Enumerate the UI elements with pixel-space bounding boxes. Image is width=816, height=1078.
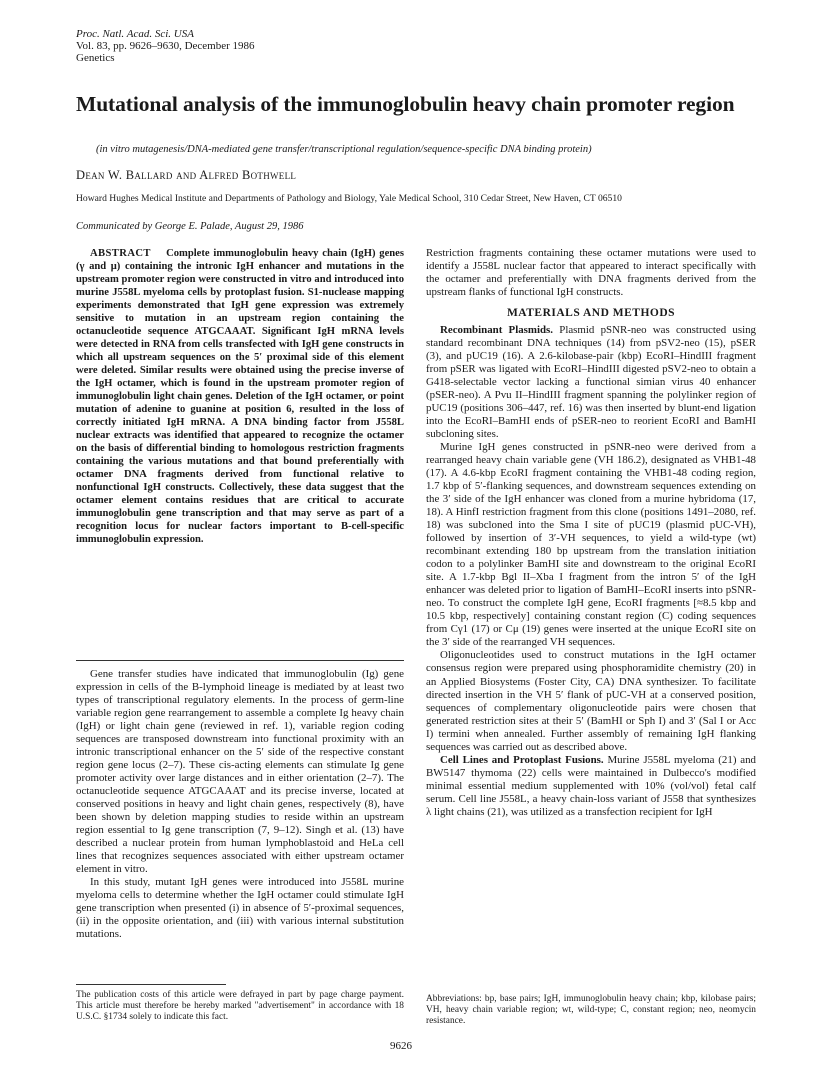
journal-header <box>76 28 255 64</box>
journal-name: Proc. Natl. Acad. Sci. USA <box>76 28 194 40</box>
recombinant-paragraph-1 <box>426 324 756 441</box>
cell-lines-text: Murine J558L myeloma (21) and BW5147 thymoma (22) cells were maintained in Dulbecco's modified minimal essential medium supplemented with 10% (vol/vol) fetal calf serum. Cell line J558L, a heavy chain-loss variant of J558 that synthesizes λ light chains (21), was utilized as a transfection recipient for IgH <box>426 753 756 818</box>
abstract-block <box>76 247 404 546</box>
footnote-abbreviations: Abbreviations: bp, base pairs; IgH, immunoglobulin heavy chain; kbp, kilobase pairs; VH, heavy chain variable region; wt, wild-type; C, constant region; neo, neomycin resistance. <box>426 994 756 1027</box>
intro-paragraph-2: In this study, mutant IgH genes were introduced into J558L murine myeloma cells to determine whether the IgH octamer could stimulate IgH gene transcription when presented (i) in absence of 5′-proximal sequences, (ii) in the opposite orientation, and (iii) with various internal substitution mutations. <box>76 876 404 941</box>
right-column <box>426 247 756 819</box>
recombinant-heading: Recombinant Plasmids. <box>440 324 554 337</box>
footnote-publication-costs: The publication costs of this article were defrayed in part by page charge payment. This article must therefore be hereby marked "advertisement" in accordance with 18 U.S.C. §1734 solely to indicate this fact. <box>76 990 404 1023</box>
recombinant-text-1: Plasmid pSNR-neo was constructed using standard recombinant DNA techniques (14) from pSV2-neo (15), pSER (3), and pUC19 (16). A 2.6-kilobase-pair (kbp) EcoRI–HindIII fragment from pSER was ligated with EcoRI–HindIII digested pSV2-neo to obtain a G418-selectable vector lacking a functional simian virus 40 enhancer (pSER-neo). A Pvu II–HindIII fragment spanning the polylinker region of pUC19 (positions 306–447, ref. 16) was then inserted by blunt-end ligation into the EcoRI–BamHI ends of pSER-neo to reorient EcoRI and BamHI subcloning sites. <box>426 324 756 441</box>
cell-lines-heading: Cell Lines and Protoplast Fusions. <box>440 753 604 766</box>
cell-lines-paragraph <box>426 754 756 819</box>
affiliation: Howard Hughes Medical Institute and Departments of Pathology and Biology, Yale Medical School, 310 Cedar Street, New Haven, CT 06510 <box>76 193 622 204</box>
communicated-by: Communicated by George E. Palade, August 29, 1986 <box>76 221 304 232</box>
abstract-divider <box>76 660 404 661</box>
methods-heading: MATERIALS AND METHODS <box>506 307 676 320</box>
recombinant-paragraph-2: Murine IgH genes constructed in pSNR-neo were derived from a rearranged heavy chain variable gene (VH 186.2), designated as VHB1-48 (17). A 4.6-kbp EcoRI fragment containing the VHB1-48 coding region, 1.7 kbp of 5′-flanking sequences, and downstream sequences extending on the 3′ side of the IgH enhancer was cloned from a murine hybridoma (17, 18). A HinfI restriction fragment from this clone (positions 1491–2080, ref. 18) was subcloned into the Sma I site of pUC19 (plasmid pUC-VH), followed by insertion of 3′-VH sequences, to yield a wild-type (wt) recombinant extending 180 bp upstream from the translation initiation codon to a polylinker BamHI site and downstream to the original EcoRI site. A 1.7-kbp Bgl II–Xba I fragment from the intron 5′ of the IgH enhancer was deleted prior to ligation of BamHI–EcoRI inserts into pSNR-neo. To construct the complete IgH gene, EcoRI fragments [≈8.5 kbp and 10.5 kbp, respectively] containing constant region (C) coding sequences from Cγ1 (17) or Cμ (19) genes were inserted at the unique EcoRI site on the 3′ side of the rearranged VH sequences. <box>426 441 756 649</box>
intro-paragraph-3: Restriction fragments containing these octamer mutations were used to identify a J558L nuclear factor that appeared to interact specifically with the octamer and preferentially with DNA fragments derived from the upstream flanks of functional IgH constructs. <box>426 247 756 299</box>
intro-paragraph-1: Gene transfer studies have indicated that immunoglobulin (Ig) gene expression in cells of the B-lymphoid lineage is mediated by at least two types of transcriptional regulatory elements. In the process of germ-line variable region gene rearrangement to assemble a complete Ig heavy chain (IgH) or light chain gene (reviewed in ref. 1), variable region coding sequences are transposed downstream into functional proximity with an intronic transcriptional enhancer on the 5′ side of the respective constant region gene locus (2–7). These cis-acting elements can stimulate Ig gene promoter activity over large distances and in either orientation (2–7). The octanucleotide sequence ATGCAAAT and its precise inverse, located at conserved positions in heavy and light chain genes, respectively (8), have been shown by deletion mapping studies to reside within an upstream region essential to Ig gene transcription (7, 9–12). Singh et al. (13) have described a nuclear protein from human lymphoblastoid and HeLa cell lines that recognizes sequences associated with either upstream octamer element in vitro. <box>76 668 404 876</box>
page-number: 9626 <box>390 1040 412 1052</box>
recombinant-paragraph-3: Oligonucleotides used to construct mutations in the IgH octamer consensus region were prepared using phosphoramidite chemistry (20) in an Applied Biosystems (Foster City, CA) DNA synthesizer. To facilitate directed insertion in the VH 5′ flank of pUC-VH at a conserved position, sequences of complementary oligonucleotide pairs were chosen that generated restriction sites at their 5′ (BamHI or Sph I) and 3′ (Sal I or Acc I) termini when annealed. Further assembly of remaining IgH flanking sequences was carried out as described above. <box>426 649 756 753</box>
keywords: (in vitro mutagenesis/DNA-mediated gene transfer/transcriptional regulation/sequence-specific DNA binding protein) <box>96 144 592 155</box>
journal-section: Genetics <box>76 52 115 64</box>
article-title: Mutational analysis of the immunoglobulin heavy chain promoter region <box>76 92 735 116</box>
journal-volume-info: Vol. 83, pp. 9626–9630, December 1986 <box>76 40 255 52</box>
authors: Dean W. Ballard and Alfred Bothwell <box>76 168 297 182</box>
abstract <box>76 247 404 546</box>
abstract-label: ABSTRACT <box>90 248 151 259</box>
footnote-divider <box>76 984 226 985</box>
abstract-text: Complete immunoglobulin heavy chain (IgH) genes (γ and μ) containing the intronic IgH enhancer and mutations in the upstream promoter region were constructed in vitro and introduced into murine J558L myeloma cells by protoplast fusion. S1-nuclease mapping experiments demonstrated that IgH gene expression was extremely sensitive to mutation in an upstream region containing the octanucleotide sequence ATGCAAAT. Significant IgH mRNA levels were detected in RNA from cells transfected with IgH gene constructs in which all upstream sequences on the 5′ proximal side of this element were deleted. Similar results were obtained using the precise inverse of the IgH octamer, which is found in the upstream promoter region of immunoglobulin light chain genes. Deletion of the IgH octamer, or point mutation of adenine to guanine at position 6, resulted in the loss of correctly initiated IgH mRNA. A DNA binding factor from J558L nuclear extracts was identified that appeared to recognize the octamer on the basis of differential binding to homologous restriction fragments containing the various mutations and that bound preferentially with octamer DNA fragments derived from functional relative to nonfunctional IgH constructs. Collectively, these data suggest that the octamer element contains residues that are critical to accurate immunoglobulin gene transcription and that may serve as part of a recognition locus for nuclear factors important to B-cell-specific immunoglobulin expression. <box>76 248 404 546</box>
introduction <box>76 668 404 941</box>
